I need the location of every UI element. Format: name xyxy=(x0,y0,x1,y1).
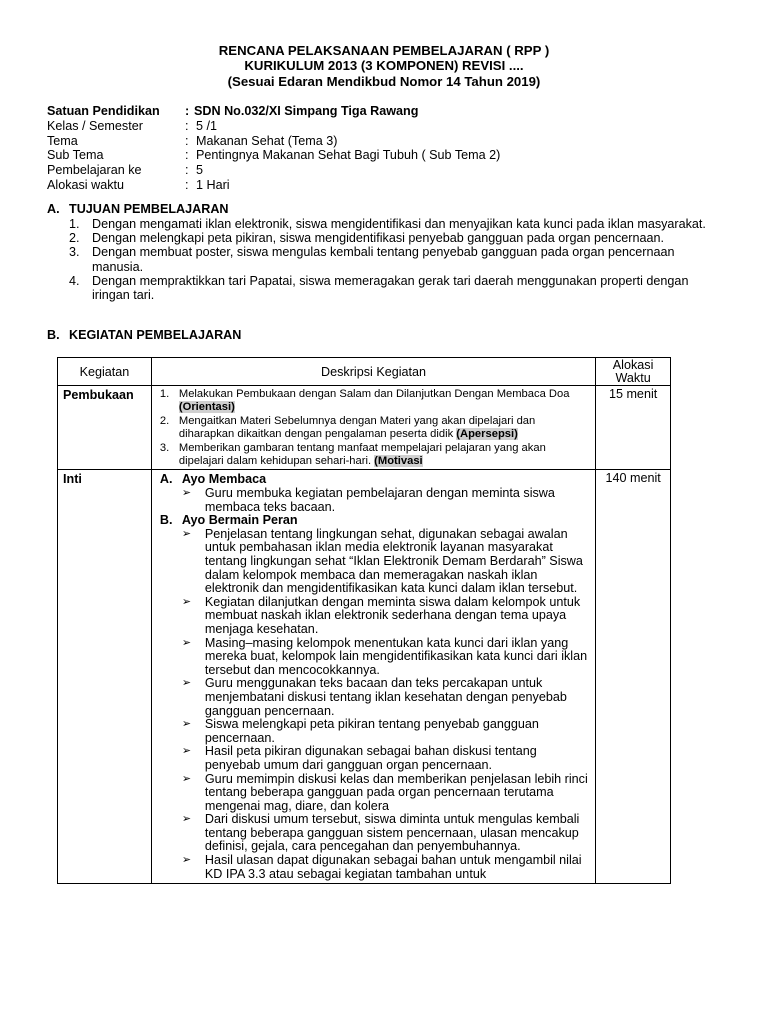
section-title: KEGIATAN PEMBELAJARAN xyxy=(69,328,242,342)
bullet-item xyxy=(160,813,591,854)
list-item xyxy=(69,217,719,231)
bullet-text: Guru memimpin diskusi kelas dan memberikan penjelasan lebih rinci tentang beberapa gangguan pada organ pencernaan terutama mengenai mag, diare, dan kolera xyxy=(204,771,588,813)
meta-value: 5 xyxy=(196,163,204,178)
arrow-bullet-icon: ➢ xyxy=(181,595,192,608)
meta-sep: : xyxy=(185,104,190,118)
bullet-text: Dari diskusi umum tersebut, siswa diminta untuk mengulas kembali tentang beberapa gangguan sistem pencernaan, ulasan mencakup definisi, gejala, cara pencegahan dan penyembuhannya. xyxy=(204,812,580,854)
item-number: 3. xyxy=(159,441,170,454)
duration-pembukaan: 15 menit xyxy=(596,386,671,470)
arrow-bullet-icon: ➢ xyxy=(181,745,192,758)
meta-key: Sub Tema xyxy=(47,148,104,163)
subheading xyxy=(160,514,591,528)
item-text: Dengan membuat poster, siswa mengulas kembali tentang penyebab gangguan pada organ pencernaan manusia. xyxy=(92,245,675,274)
header-kegiatan: Kegiatan xyxy=(58,358,152,386)
bullet-text: Kegiatan dilanjutkan dengan meminta siswa dalam kelompok untuk membuat naskah iklan elektronik sederhana dengan tema upaya menjaga kesehatan. xyxy=(204,594,581,636)
arrow-bullet-icon: ➢ xyxy=(181,487,192,500)
item-text: Mengaitkan Materi Sebelumnya dengan Materi yang akan dipelajari dan diharapkan dikaitkan dengan pengalaman peserta didik xyxy=(178,414,536,441)
item-text: Memberikan gambaran tentang manfaat mempelajari pelajaran yang akan dipelajari dalam kehidupan sehari-hari. xyxy=(178,441,546,468)
item-text: Dengan melengkapi peta pikiran, siswa mengidentifikasi penyebab gangguan pada organ pencernaan. xyxy=(92,231,665,246)
pembukaan-description xyxy=(151,386,595,470)
list-item xyxy=(160,442,591,469)
item-number: 1. xyxy=(159,388,170,400)
section-b-heading xyxy=(47,328,241,342)
meta-key: Tema xyxy=(47,133,78,148)
list-item xyxy=(160,415,591,442)
item-number: 2. xyxy=(69,231,80,246)
row-label-pembukaan: Pembukaan xyxy=(58,386,152,470)
list-item xyxy=(69,274,719,302)
arrow-bullet-icon: ➢ xyxy=(181,527,192,540)
arrow-bullet-icon: ➢ xyxy=(181,677,192,690)
bullet-item xyxy=(160,745,591,772)
list-item xyxy=(160,388,591,415)
meta-key: Satuan Pendidikan xyxy=(47,104,160,118)
section-a-heading xyxy=(47,202,229,216)
bullet-item xyxy=(160,637,591,678)
meta-value: SDN No.032/XI Simpang Tiga Rawang xyxy=(194,104,419,118)
bullet-item xyxy=(160,854,591,881)
bullet-item xyxy=(160,528,591,596)
doc-title-line2: KURIKULUM 2013 (3 KOMPONEN) REVISI .... xyxy=(244,58,524,73)
item-text: Dengan mengamati iklan elektronik, siswa mengidentifikasi dan menyajikan kata kunci pada iklan masyarakat. xyxy=(92,217,706,231)
bullet-text: Hasil peta pikiran digunakan sebagai bahan diskusi tentang penyebab umum dari gangguan organ pencernaan. xyxy=(204,744,537,772)
meta-value: Makanan Sehat (Tema 3) xyxy=(196,133,338,148)
meta-value: 1 Hari xyxy=(196,177,230,192)
bullet-item xyxy=(160,718,591,745)
subheading xyxy=(160,473,591,487)
bullet-item xyxy=(160,596,591,637)
objectives-list xyxy=(69,217,719,302)
bullet-item xyxy=(160,773,591,814)
doc-title-line1: RENCANA PELAKSANAAN PEMBELAJARAN ( RPP ) xyxy=(218,43,550,58)
inti-description xyxy=(151,470,595,884)
item-number: 2. xyxy=(159,414,170,427)
meta-value: Pentingnya Makanan Sehat Bagi Tubuh ( Sub Tema 2) xyxy=(196,148,501,163)
bullet-text: Masing–masing kelompok menentukan kata kunci dari iklan yang mereka buat, kelompok lain mengidentifikasikan kata kunci dari iklan tersebut dan mencocokkannya. xyxy=(204,635,588,677)
table-row xyxy=(58,386,671,470)
meta-sep: : xyxy=(185,163,189,178)
sub-title: Ayo Membaca xyxy=(181,472,267,487)
arrow-bullet-icon: ➢ xyxy=(181,772,192,785)
arrow-bullet-icon: ➢ xyxy=(181,813,192,826)
doc-title-line3: (Sesuai Edaran Mendikbud Nomor 14 Tahun 2019) xyxy=(227,74,541,89)
sub-title: Ayo Bermain Peran xyxy=(181,513,298,528)
sub-letter: B. xyxy=(159,513,173,528)
section-title: TUJUAN PEMBELAJARAN xyxy=(69,202,229,216)
bullet-text: Guru menggunakan teks bacaan dan teks percakapan untuk menjembatani diskusi tentang iklan kesehatan dengan penyebab gangguan pencernaan. xyxy=(204,676,567,718)
phase-tag: (Motivasi xyxy=(374,455,423,468)
bullet-text: Guru membuka kegiatan pembelajaran dengan meminta siswa membaca teks bacaan. xyxy=(204,486,555,514)
row-label-inti: Inti xyxy=(58,470,152,884)
duration-inti: 140 menit xyxy=(596,470,671,884)
meta-sep: : xyxy=(185,133,189,148)
header-alokasi: Alokasi Waktu xyxy=(596,358,671,386)
table-header-row xyxy=(58,358,671,386)
item-number: 1. xyxy=(69,217,80,231)
bullet-item xyxy=(160,487,591,514)
list-item xyxy=(69,231,719,245)
meta-key: Pembelajaran ke xyxy=(47,163,142,178)
meta-key: Kelas / Semester xyxy=(47,118,143,133)
item-number: 4. xyxy=(69,273,80,288)
phase-tag: (Orientasi) xyxy=(178,401,235,414)
sub-letter: A. xyxy=(159,472,173,487)
arrow-bullet-icon: ➢ xyxy=(181,854,192,867)
arrow-bullet-icon: ➢ xyxy=(181,636,192,649)
bullet-text: Hasil ulasan dapat digunakan sebagai bahan untuk mengambil nilai KD IPA 3.3 atau sebagai kegiatan tambahan untuk xyxy=(204,853,582,881)
table-row xyxy=(58,470,671,884)
item-number: 3. xyxy=(69,245,80,260)
meta-sep: : xyxy=(185,118,189,133)
item-text: Melakukan Pembukaan dengan Salam dan Dilanjutkan Dengan Membaca Doa xyxy=(178,388,570,400)
meta-key: Alokasi waktu xyxy=(47,177,124,192)
section-letter: B. xyxy=(47,328,60,342)
header-deskripsi: Deskripsi Kegiatan xyxy=(151,358,595,386)
meta-value: 5 /1 xyxy=(196,118,218,133)
list-item xyxy=(69,245,719,273)
activities-table xyxy=(57,357,671,884)
meta-sep: : xyxy=(185,148,189,163)
phase-tag: (Apersepsi) xyxy=(456,428,518,441)
meta-sep: : xyxy=(185,177,189,192)
bullet-text: Penjelasan tentang lingkungan sehat, digunakan sebagai awalan untuk pembahasan iklan media elektronik layanan masyarakat tentang lingkungan sehat “Iklan Elektronik Demam Berdarah” Siswa dalam kelompok membaca dan memeragakan naskah iklan elektronik dan mengidentifikasikan kata kunci dalam iklan tersebut. xyxy=(204,526,583,596)
bullet-item xyxy=(160,677,591,718)
item-text: Dengan mempraktikkan tari Papatai, siswa memeragakan gerak tari daerah menggunakan properti dengan iringan tari. xyxy=(92,273,689,303)
section-letter: A. xyxy=(47,202,60,216)
arrow-bullet-icon: ➢ xyxy=(181,718,192,731)
bullet-text: Siswa melengkapi peta pikiran tentang penyebab gangguan pencernaan. xyxy=(204,717,539,745)
